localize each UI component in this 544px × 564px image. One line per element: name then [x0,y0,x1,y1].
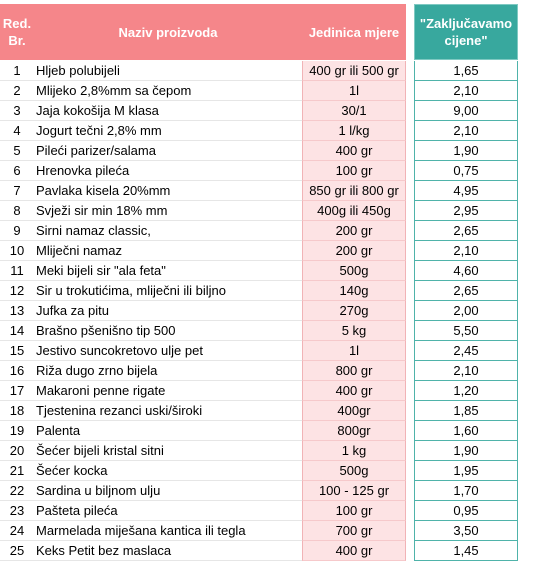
table-row[interactable] [0,321,544,341]
table-row[interactable] [0,81,544,101]
product-name-cell[interactable]: Hrenovka pileća [34,161,302,181]
price-cell[interactable]: 1,70 [414,481,518,501]
product-name-cell[interactable]: Pileći parizer/salama [34,141,302,161]
row-number-cell[interactable]: 1 [0,61,34,81]
unit-cell[interactable]: 400gr [302,401,406,421]
product-name-cell[interactable]: Šećer bijeli kristal sitni [34,441,302,461]
price-cell[interactable]: 2,10 [414,81,518,101]
spacer-cell [406,121,414,141]
row-number-cell[interactable]: 6 [0,161,34,181]
price-cell[interactable]: 2,95 [414,201,518,221]
product-name-cell[interactable]: Jaja kokošija M klasa [34,101,302,121]
table-row[interactable] [0,261,544,281]
unit-cell[interactable]: 1 kg [302,441,406,461]
row-number-cell[interactable]: 7 [0,181,34,201]
product-name-cell[interactable]: Svježi sir min 18% mm [34,201,302,221]
row-number-cell[interactable]: 23 [0,501,34,521]
table-body [0,61,544,561]
price-cell[interactable]: 1,20 [414,381,518,401]
table-row[interactable] [0,341,544,361]
product-name-cell[interactable]: Jogurt tečni 2,8% mm [34,121,302,141]
row-number-cell[interactable]: 4 [0,121,34,141]
unit-cell[interactable]: 400 gr ili 500 gr [302,61,406,81]
table-row[interactable] [0,301,544,321]
header-zakljucavamo-cijene[interactable]: "Zaključavamo cijene" [414,4,518,60]
spacer-cell [406,281,414,301]
table-row[interactable] [0,201,544,221]
spacer-cell [406,101,414,121]
unit-cell[interactable]: 100 gr [302,501,406,521]
row-number-cell[interactable]: 19 [0,421,34,441]
header-jedinica-mjere[interactable]: Jedinica mjere [302,4,406,60]
unit-cell[interactable]: 1 l/kg [302,121,406,141]
product-name-cell[interactable]: Keks Petit bez maslaca [34,541,302,561]
row-number-cell[interactable]: 17 [0,381,34,401]
table-row[interactable] [0,161,544,181]
unit-cell[interactable]: 100 - 125 gr [302,481,406,501]
spacer-cell [406,421,414,441]
unit-cell[interactable]: 200 gr [302,241,406,261]
product-name-cell[interactable]: Pavlaka kisela 20%mm [34,181,302,201]
table-row[interactable] [0,521,544,541]
price-cell[interactable]: 1,45 [414,541,518,561]
product-name-cell[interactable]: Sardina u biljnom ulju [34,481,302,501]
spacer-cell [406,341,414,361]
price-cell[interactable]: 0,75 [414,161,518,181]
price-cell[interactable]: 3,50 [414,521,518,541]
price-cell[interactable]: 5,50 [414,321,518,341]
row-number-cell[interactable]: 8 [0,201,34,221]
row-number-cell[interactable]: 2 [0,81,34,101]
product-name-cell[interactable]: Tjestenina rezanci uski/široki [34,401,302,421]
row-number-cell[interactable]: 16 [0,361,34,381]
spacer-cell [406,261,414,281]
table-row[interactable] [0,281,544,301]
price-cell[interactable]: 0,95 [414,501,518,521]
row-number-cell[interactable]: 13 [0,301,34,321]
price-cell[interactable]: 9,00 [414,101,518,121]
table-row[interactable] [0,421,544,441]
row-number-cell[interactable]: 12 [0,281,34,301]
product-name-cell[interactable]: Sir u trokutićima, mliječni ili biljno [34,281,302,301]
product-name-cell[interactable]: Hljeb polubijeli [34,61,302,81]
spacer-cell [406,61,414,81]
spacer-cell [406,221,414,241]
table-row[interactable] [0,101,544,121]
spacer-cell [406,81,414,101]
price-cell[interactable]: 1,85 [414,401,518,421]
table-row[interactable] [0,221,544,241]
product-name-cell[interactable]: Meki bijeli sir "ala feta" [34,261,302,281]
price-cell[interactable]: 1,90 [414,141,518,161]
header-red-br[interactable]: Red. Br. [0,4,34,60]
price-cell[interactable]: 1,60 [414,421,518,441]
price-cell[interactable]: 2,65 [414,281,518,301]
unit-cell[interactable]: 500g [302,461,406,481]
price-cell[interactable]: 1,90 [414,441,518,461]
product-name-cell[interactable]: Šećer kocka [34,461,302,481]
unit-cell[interactable]: 200 gr [302,221,406,241]
unit-cell[interactable]: 400 gr [302,541,406,561]
row-number-cell[interactable]: 24 [0,521,34,541]
spacer-cell [406,181,414,201]
row-number-cell[interactable]: 20 [0,441,34,461]
unit-cell[interactable]: 400g ili 450g [302,201,406,221]
row-number-cell[interactable]: 15 [0,341,34,361]
row-number-cell[interactable]: 25 [0,541,34,561]
table-row[interactable] [0,481,544,501]
spacer-cell [406,301,414,321]
table-row[interactable] [0,61,544,81]
unit-cell[interactable]: 500g [302,261,406,281]
table-row[interactable] [0,121,544,141]
table-row[interactable] [0,461,544,481]
product-name-cell[interactable]: Makaroni penne rigate [34,381,302,401]
product-name-cell[interactable]: Brašno pšenišno tip 500 [34,321,302,341]
price-cell[interactable]: 2,10 [414,241,518,261]
unit-cell[interactable]: 140g [302,281,406,301]
price-cell[interactable]: 1,65 [414,61,518,81]
price-cell[interactable]: 2,10 [414,361,518,381]
product-name-cell[interactable]: Riža dugo zrno bijela [34,361,302,381]
row-number-cell[interactable]: 5 [0,141,34,161]
spacer-cell [406,401,414,421]
product-name-cell[interactable]: Jufka za pitu [34,301,302,321]
row-number-cell[interactable]: 21 [0,461,34,481]
table-row[interactable] [0,501,544,521]
table-row[interactable] [0,541,544,561]
row-number-cell[interactable]: 18 [0,401,34,421]
spacer-cell [406,521,414,541]
unit-cell[interactable]: 700 gr [302,521,406,541]
spacer-cell [406,361,414,381]
unit-cell[interactable]: 800 gr [302,361,406,381]
row-number-cell[interactable]: 22 [0,481,34,501]
product-name-cell[interactable]: Mlijeko 2,8%mm sa čepom [34,81,302,101]
spacer-cell [406,381,414,401]
table-row[interactable] [0,401,544,421]
product-name-cell[interactable]: Pašteta pileća [34,501,302,521]
table-row[interactable] [0,141,544,161]
price-cell[interactable]: 4,95 [414,181,518,201]
spacer-cell [406,201,414,221]
price-cell[interactable]: 4,60 [414,261,518,281]
spacer-cell [406,501,414,521]
unit-cell[interactable]: 5 kg [302,321,406,341]
row-number-cell[interactable]: 3 [0,101,34,121]
unit-cell[interactable]: 400 gr [302,381,406,401]
row-number-cell[interactable]: 10 [0,241,34,261]
unit-cell[interactable]: 1l [302,341,406,361]
product-name-cell[interactable]: Marmelada miješana kantica ili tegla [34,521,302,541]
spacer-cell [406,541,414,561]
unit-cell[interactable]: 850 gr ili 800 gr [302,181,406,201]
price-cell[interactable]: 2,10 [414,121,518,141]
table-row[interactable] [0,381,544,401]
price-cell[interactable]: 2,00 [414,301,518,321]
table-row[interactable] [0,181,544,201]
spacer-cell [406,481,414,501]
price-cell[interactable]: 1,95 [414,461,518,481]
product-name-cell[interactable]: Sirni namaz classic, [34,221,302,241]
product-name-cell[interactable]: Palenta [34,421,302,441]
table-row[interactable] [0,441,544,461]
product-name-cell[interactable]: Jestivo suncokretovo ulje pet [34,341,302,361]
row-number-cell[interactable]: 9 [0,221,34,241]
unit-cell[interactable]: 30/1 [302,101,406,121]
header-naziv-proizvoda[interactable]: Naziv proizvoda [34,4,302,60]
table-row[interactable] [0,361,544,381]
product-name-cell[interactable]: Mliječni namaz [34,241,302,261]
spacer-cell [406,241,414,261]
unit-cell[interactable]: 270g [302,301,406,321]
spacer-cell [406,461,414,481]
price-cell[interactable]: 2,65 [414,221,518,241]
unit-cell[interactable]: 800gr [302,421,406,441]
row-number-cell[interactable]: 14 [0,321,34,341]
unit-cell[interactable]: 100 gr [302,161,406,181]
spacer-cell [406,441,414,461]
table-row[interactable] [0,241,544,261]
price-cell[interactable]: 2,45 [414,341,518,361]
unit-cell[interactable]: 400 gr [302,141,406,161]
spacer-cell [406,161,414,181]
row-number-cell[interactable]: 11 [0,261,34,281]
spacer-cell [406,321,414,341]
unit-cell[interactable]: 1l [302,81,406,101]
spacer-cell [406,141,414,161]
